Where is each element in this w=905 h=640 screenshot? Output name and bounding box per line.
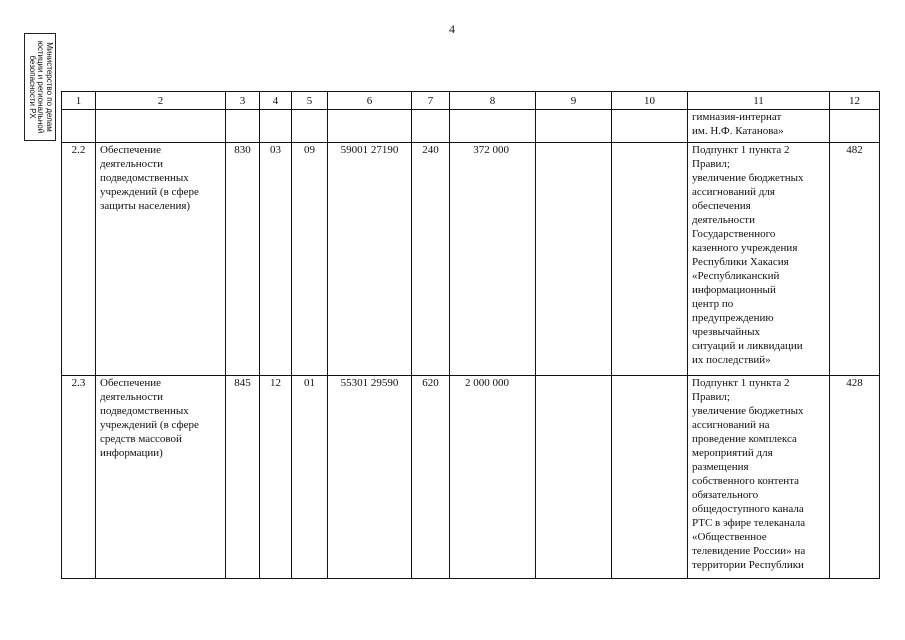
table-cell [292, 110, 328, 143]
table-cell [412, 110, 450, 143]
basis-line: ассигнований на [692, 419, 770, 431]
name-line: учреждений (в сфере [100, 186, 199, 198]
basis-line: информационный [692, 284, 776, 296]
basis-line: собственного контента [692, 475, 800, 487]
table-cell [260, 110, 292, 143]
name-line: деятельности [100, 158, 163, 170]
expense-type-code: 620 [412, 376, 450, 579]
table-cell [450, 110, 536, 143]
header-cell: 5 [292, 92, 328, 110]
basis-line: увеличение бюджетных [692, 405, 804, 417]
section-code: 12 [260, 376, 292, 579]
expense-name [96, 376, 226, 579]
table-cell [536, 143, 612, 376]
ministry-code: 845 [226, 376, 260, 579]
table-row [62, 143, 880, 376]
row-number: 2.2 [62, 143, 96, 376]
table-cell [612, 376, 688, 579]
continuation-row [62, 110, 880, 143]
basis-line: проведение комплекса [692, 433, 797, 445]
header-cell: 6 [328, 92, 412, 110]
table-cell [328, 110, 412, 143]
budget-table [61, 91, 880, 579]
basis-line: обязательного [692, 489, 759, 501]
table-cell [612, 110, 688, 143]
basis-line: «Республиканский [692, 270, 780, 282]
ministry-stamp [24, 33, 56, 141]
basis-line: общедоступного канала [692, 503, 804, 515]
basis-line: размещения [692, 461, 749, 473]
target-article-code: 55301 29590 [328, 376, 412, 579]
basis-line: Республики Хакасия [692, 256, 789, 268]
ministry-code: 830 [226, 143, 260, 376]
header-cell: 7 [412, 92, 450, 110]
basis-line: РТС в эфире телеканала [692, 517, 806, 529]
stamp-text [27, 35, 53, 139]
header-cell: 1 [62, 92, 96, 110]
basis-cell [688, 110, 830, 143]
code-cell: 428 [830, 376, 880, 579]
basis-line: «Общественное [692, 531, 767, 543]
page-number: 4 [449, 22, 455, 36]
basis-line: чрезвычайных [692, 326, 761, 338]
stamp-line: безопасности РХ [27, 55, 37, 119]
section-code: 03 [260, 143, 292, 376]
basis-line: территории Республики [692, 559, 804, 571]
table-cell [226, 110, 260, 143]
stamp-line: юстиции и региональной [36, 40, 46, 134]
basis-line: гимназия-интернат [692, 111, 782, 123]
basis-line: казенного учреждения [692, 242, 798, 254]
name-line: учреждений (в сфере [100, 419, 199, 431]
basis-line: Правил; [692, 158, 730, 170]
header-cell: 3 [226, 92, 260, 110]
header-cell: 11 [688, 92, 830, 110]
basis-line: обеспечения [692, 200, 751, 212]
name-line: Обеспечение [100, 377, 161, 389]
basis-line: Подпункт 1 пункта 2 [692, 144, 790, 156]
table-cell [96, 110, 226, 143]
table-cell [830, 110, 880, 143]
stamp-line: Министерство по делам [44, 42, 54, 132]
table-cell [62, 110, 96, 143]
basis-line: Подпункт 1 пункта 2 [692, 377, 790, 389]
basis-line: мероприятий для [692, 447, 773, 459]
name-line: подведомственных [100, 172, 189, 184]
table-cell [612, 143, 688, 376]
header-cell: 9 [536, 92, 612, 110]
target-article-code: 59001 27190 [328, 143, 412, 376]
basis-line: деятельности [692, 214, 755, 226]
name-line: деятельности [100, 391, 163, 403]
row-number: 2.3 [62, 376, 96, 579]
basis-line: им. Н.Ф. Катанова» [692, 125, 784, 137]
basis-line: ассигнований для [692, 186, 775, 198]
name-line: подведомственных [100, 405, 189, 417]
header-row [62, 92, 880, 110]
table-cell [536, 110, 612, 143]
subsection-code: 01 [292, 376, 328, 579]
basis-line: увеличение бюджетных [692, 172, 804, 184]
name-line: Обеспечение [100, 144, 161, 156]
basis-line: центр по [692, 298, 734, 310]
header-cell: 12 [830, 92, 880, 110]
basis-cell [688, 376, 830, 579]
amount: 2 000 000 [450, 376, 536, 579]
table-cell [536, 376, 612, 579]
table-row [62, 376, 880, 579]
basis-line: предупреждению [692, 312, 774, 324]
expense-type-code: 240 [412, 143, 450, 376]
subsection-code: 09 [292, 143, 328, 376]
basis-line: Государственного [692, 228, 776, 240]
code-cell: 482 [830, 143, 880, 376]
name-line: средств массовой [100, 433, 182, 445]
basis-line: Правил; [692, 391, 730, 403]
name-line: защиты населения) [100, 200, 191, 212]
amount: 372 000 [450, 143, 536, 376]
header-cell: 8 [450, 92, 536, 110]
basis-cell [688, 143, 830, 376]
name-line: информации) [100, 447, 163, 459]
header-cell: 10 [612, 92, 688, 110]
basis-line: телевидение России» на [692, 545, 806, 557]
basis-line: ситуаций и ликвидации [692, 340, 803, 352]
header-cell: 2 [96, 92, 226, 110]
expense-name [96, 143, 226, 376]
header-cell: 4 [260, 92, 292, 110]
basis-line: их последствий» [692, 354, 771, 366]
